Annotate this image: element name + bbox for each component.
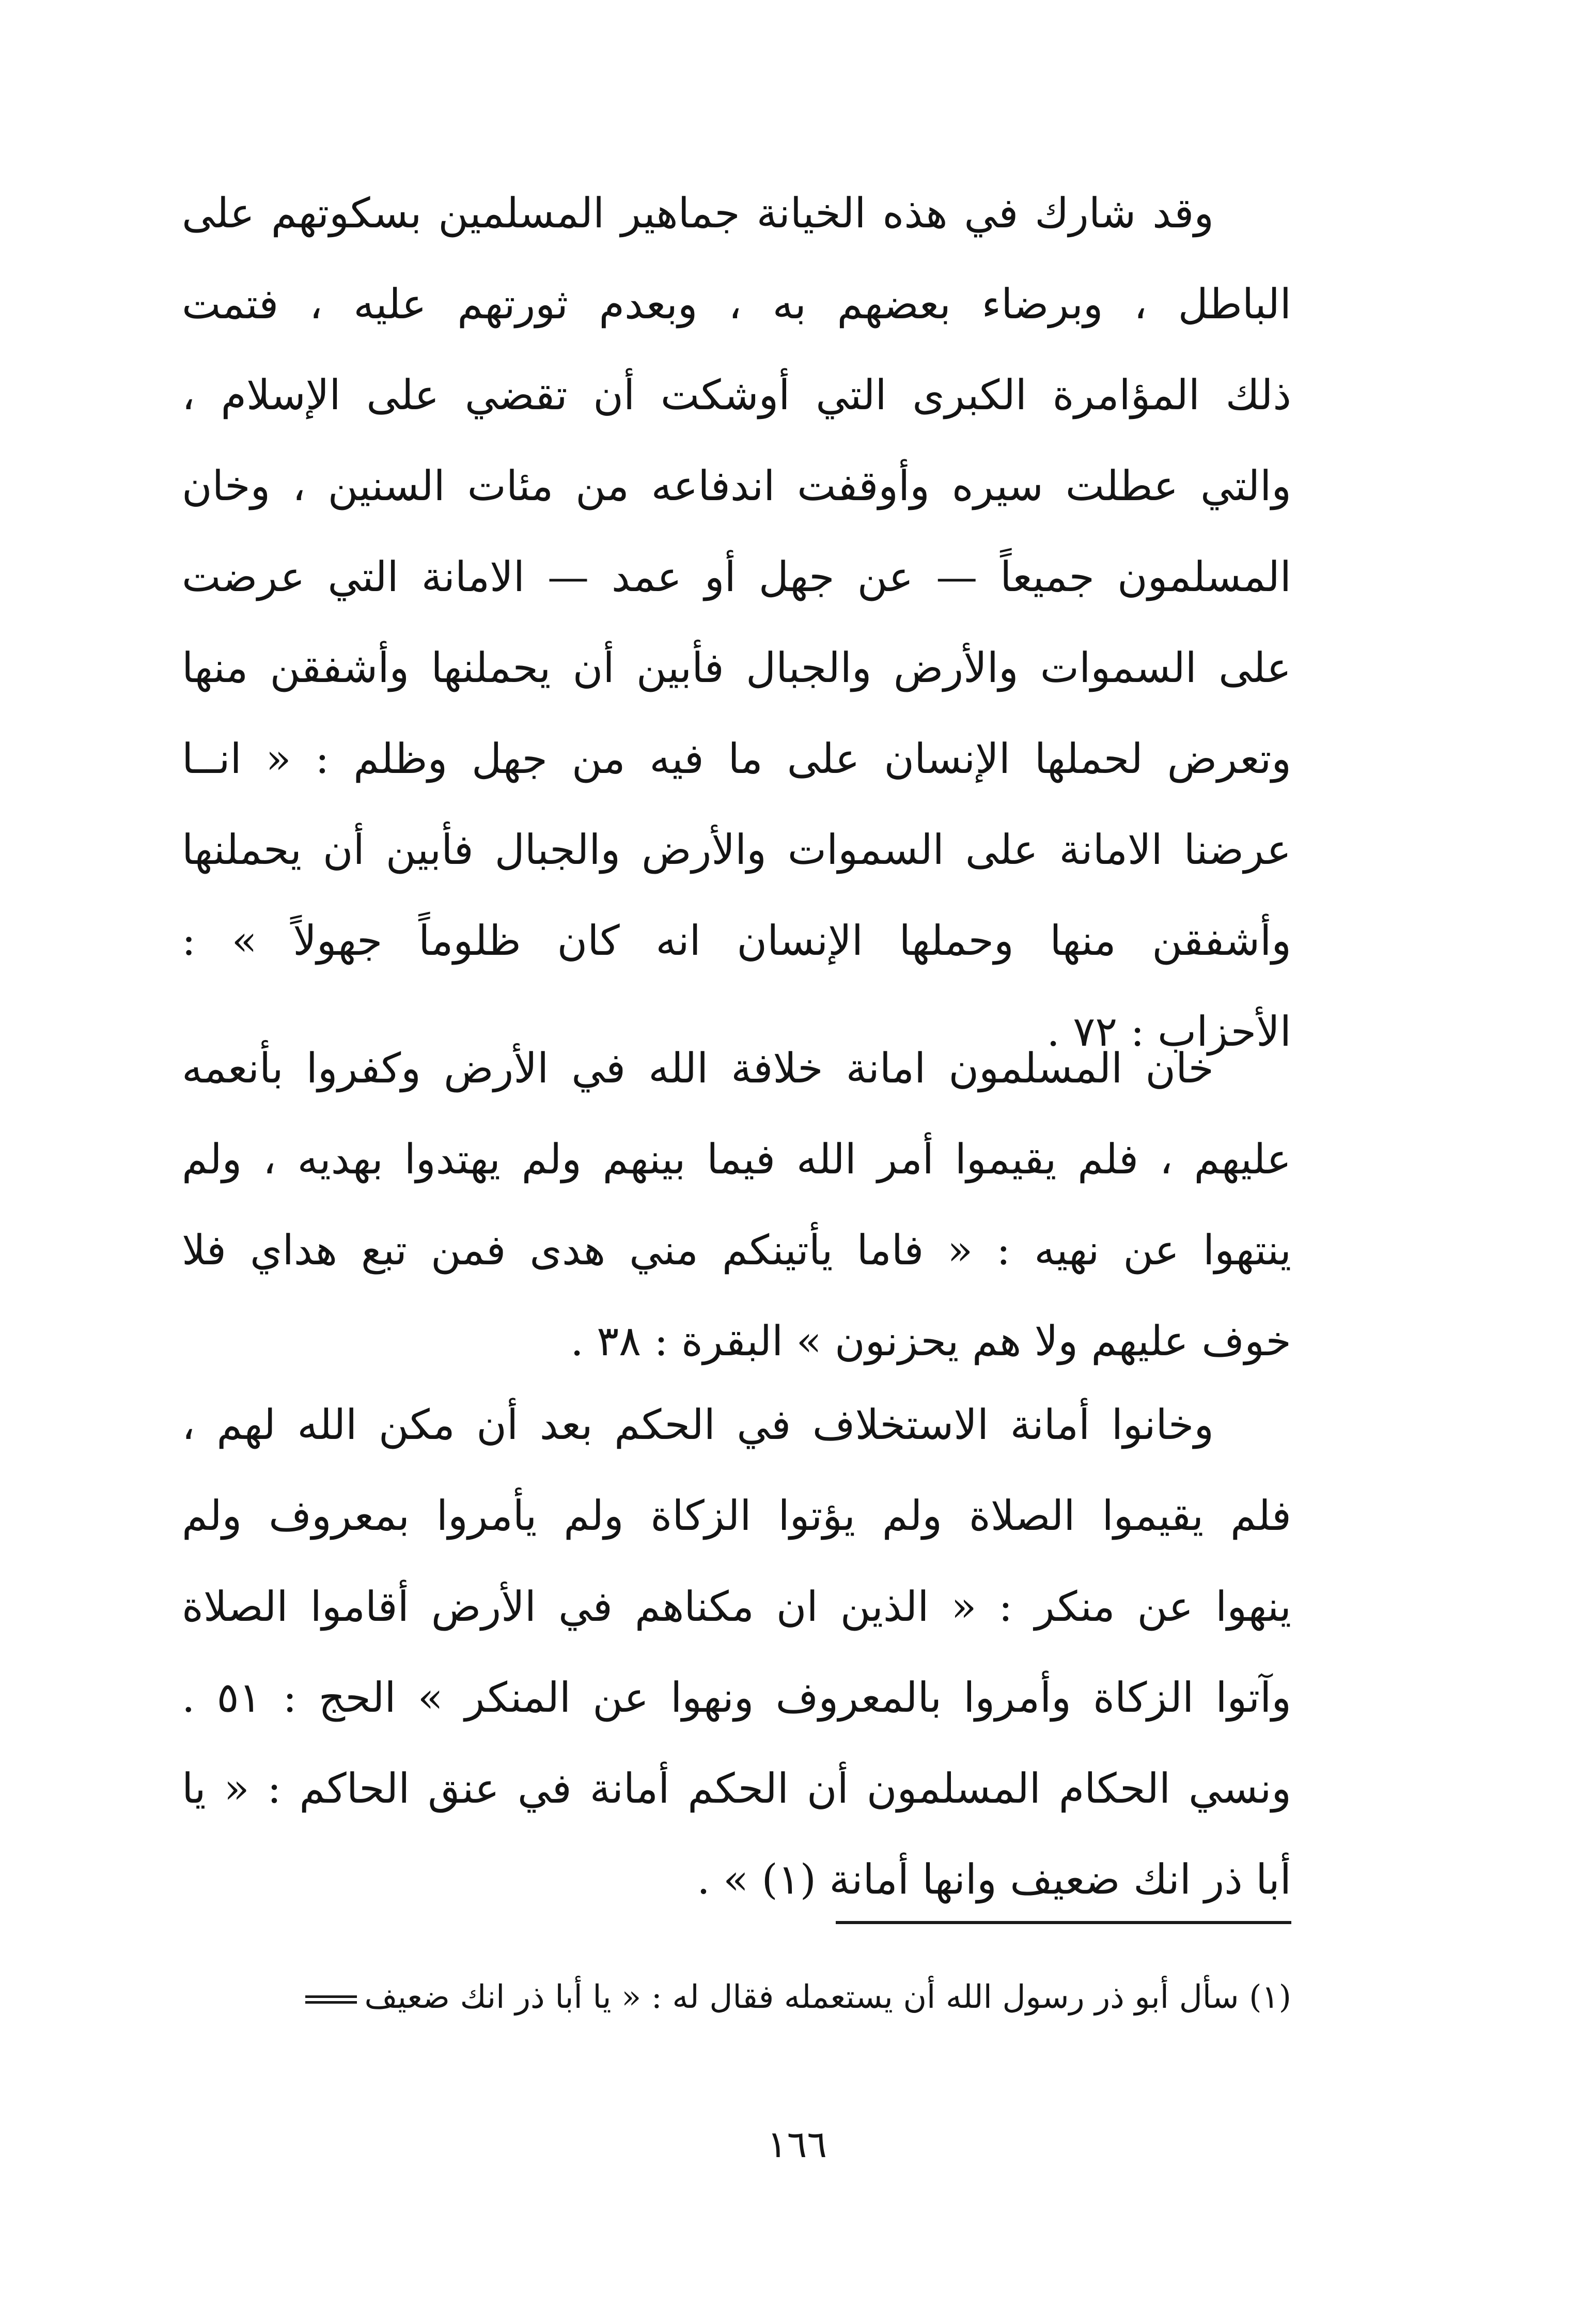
text-line: ونسي الحكام المسلمون أن الحكم أمانة في عنق الحاكم : « يا (182, 1764, 1291, 1812)
text-line: وتعرض لحملها الإنسان على ما فيه من جهل وظلم : « انــا (182, 735, 1291, 783)
paragraph-2 (182, 1023, 1291, 1387)
paragraph-1 (182, 168, 1291, 1077)
text-line: عليهم ، فلم يقيموا أمر الله فيما بينهم ولم يهتدوا بهديه ، ولم (182, 1135, 1291, 1183)
text-line: وقد شارك في هذه الخيانة جماهير المسلمين بسكوتهم على (182, 189, 1214, 237)
text-line: خوف عليهم ولا هم يحزنون » البقرة : ٣٨ . (570, 1317, 1291, 1365)
continuation-mark (305, 1995, 357, 2004)
text-line: ذلك المؤامرة الكبرى التي أوشكت أن تقضي على الإسلام ، (182, 371, 1291, 419)
text-line: وأشفقن منها وحملها الإنسان انه كان ظلوماً جهولاً » : (182, 917, 1291, 965)
text-line: المسلمون جميعاً — عن جهل أو عمد — الامانة التي عرضت (182, 553, 1291, 601)
text-line: على السموات والأرض والجبال فأبين أن يحملنها وأشفقن منها (182, 644, 1291, 692)
text-line: ينهوا عن منكر : « الذين ان مكناهم في الأرض أقاموا الصلاة (182, 1583, 1291, 1631)
paragraph-3 (182, 1380, 1291, 1925)
text-line: ينتهوا عن نهيه : « فاما يأتينكم مني هدى فمن تبع هداي فلا (182, 1226, 1291, 1274)
text-line: والتي عطلت سيره وأوقفت اندفاعه من مئات السنين ، وخان (182, 462, 1291, 510)
text-line: الأحزاب : ٧٢ . (1046, 1008, 1291, 1056)
text-line: وآتوا الزكاة وأمروا بالمعروف ونهوا عن المنكر » الحج : ٥١ . (182, 1674, 1291, 1722)
text-line: أبا ذر انك ضعيف وانها أمانة (١) » . (697, 1855, 1291, 1903)
text-line: وخانوا أمانة الاستخلاف في الحكم بعد أن مكن الله لهم ، (182, 1401, 1214, 1449)
text-line: عرضنا الامانة على السموات والأرض والجبال فأبين أن يحملنها (182, 826, 1291, 874)
text-line: خان المسلمون امانة خلافة الله في الأرض وكفروا بأنعمه (182, 1044, 1214, 1092)
page-number: ١٦٦ (767, 2122, 827, 2166)
footnote (182, 1963, 1291, 2031)
text-line: فلم يقيموا الصلاة ولم يؤتوا الزكاة ولم يأمروا بمعروف ولم (182, 1492, 1291, 1540)
footnote-text: (١) سأل أبو ذر رسول الله أن يستعمله فقال له : « يا أبا ذر انك ضعيف (364, 1978, 1291, 2016)
footnote-divider (836, 1921, 1291, 1924)
text-line: الباطل ، وبرضاء بعضهم به ، وبعدم ثورتهم عليه ، فتمت (182, 280, 1291, 328)
